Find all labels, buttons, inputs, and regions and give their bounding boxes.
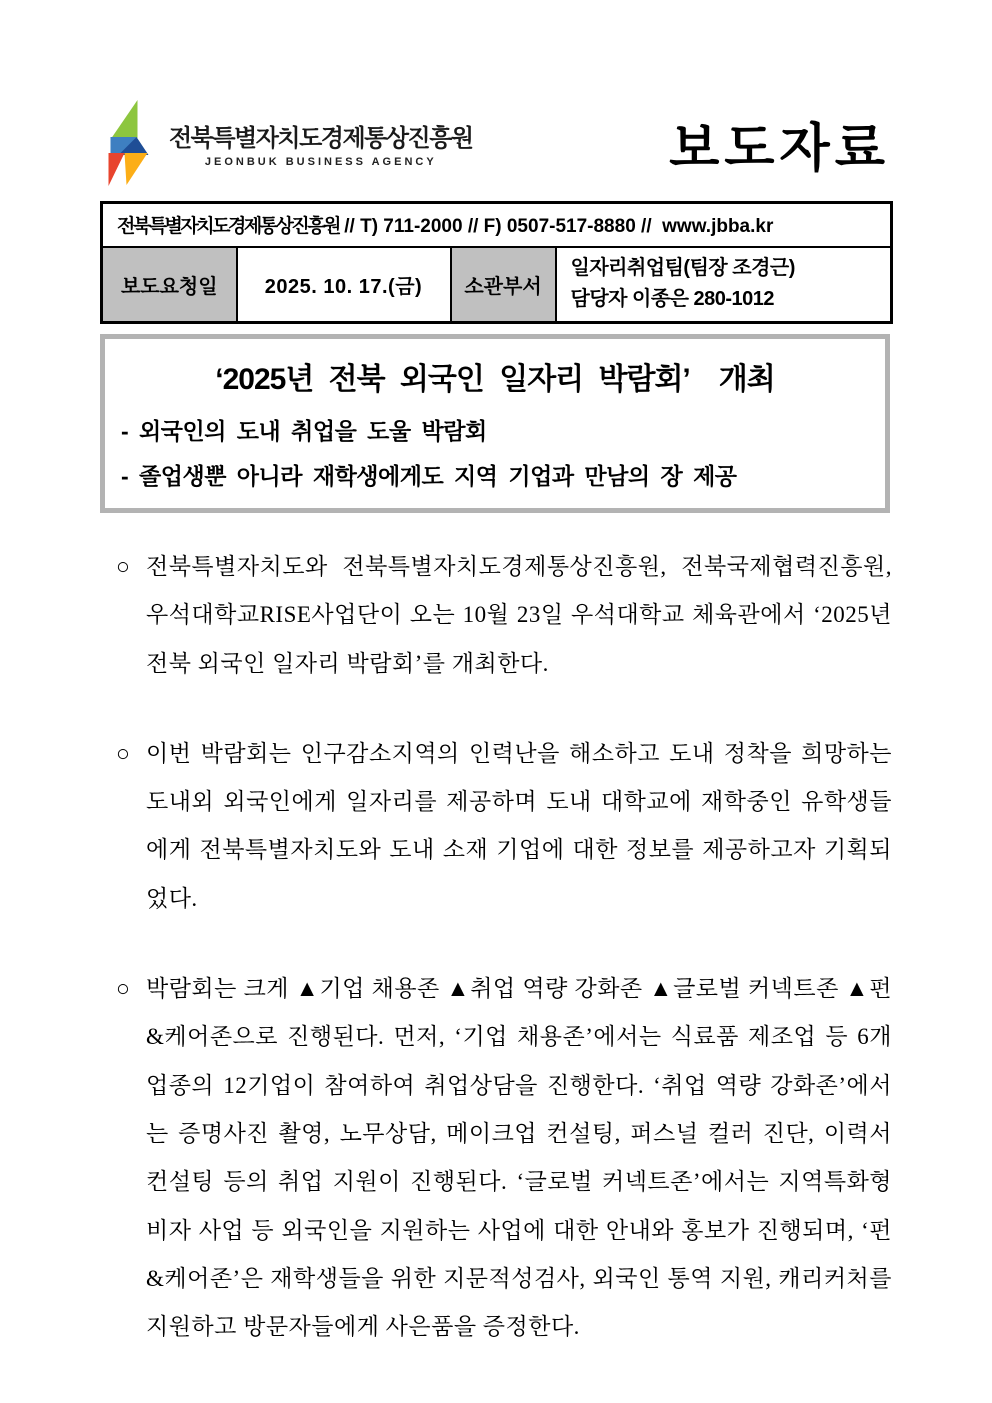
agency-logo-icon — [100, 97, 157, 189]
agency-logo — [100, 97, 473, 189]
department-value — [556, 247, 892, 323]
logo-triangle-red — [109, 153, 125, 186]
paragraph-text: 박람회는 크게 ▲기업 채용존 ▲취업 역량 강화존 ▲글로벌 커넥트존 ▲펀&케어존으로 진행된다. 먼저, ‘기업 채용존’에서는 식료품 제조업 등 6개 업종의 12기업이 참여하여 취업상담을 진행한다. ‘취업 역량 강화존’에서는 증명사진 촬영, 노무상담, 메이크업 컨설팅, 퍼스널 컬러 진단, 이력서 컨설팅 등의 취업 지원이 진행된다. ‘글로벌 커넥트존’에서는 지역특화형 비자 사업 등 외국인을 지원하는 사업에 대한 안내와 홍보가 진행되며, ‘펀&케어존’은 재학생들을 위한 지문적성검사, 외국인 통역 지원, 캐리커처를 지원하고 방문자들에게 사은품을 증정한다. — [146, 976, 892, 1340]
paragraph-text: 이번 박람회는 인구감소지역의 인력난을 해소하고 도내 정착을 희망하는 도내외 외국인에게 일자리를 제공하며 도내 대학교에 재학중인 유학생들에게 전북특별자치도와 도내 소재 기업에 대한 정보를 제공하고자 기획되었다. — [146, 740, 892, 911]
logo-triangle-green — [112, 100, 138, 138]
request-date-label: 보도요청일 — [102, 247, 237, 323]
department-label: 소관부서 — [451, 247, 556, 323]
department-team-line: 일자리취업팀(팀장 조경근) — [570, 257, 795, 280]
bullet-circle: ○ — [116, 976, 131, 1002]
bullet-circle: ○ — [116, 554, 131, 579]
article-body — [100, 543, 892, 1351]
paragraph-text: 전북특별자치도와 전북특별자치도경제통상진흥원, 전북국제협력진흥원, 우석대학교RISE사업단이 오는 10월 23일 우석대학교 체육관에서 ‘2025년 전북 외국인 일자리 박람회’를 개최한다. — [146, 554, 892, 676]
contact-phone-fax-web: // T) 711-2000 // F) 0507-517-8880 // www.jbba.kr — [338, 216, 774, 238]
agency-name-english: JEONBUK BUSINESS AGENCY — [204, 156, 437, 168]
logo-triangle-orange — [125, 153, 148, 185]
headline-title: ‘2025년 전북 외국인 일자리 박람회’ 개최 — [215, 363, 775, 396]
contact-row — [102, 203, 892, 247]
headline-box — [100, 334, 890, 513]
contact-org-name: 전북특별자치도경제통상진흥원 — [117, 216, 339, 238]
request-date-value: 2025. 10. 17.(금) — [237, 247, 451, 323]
department-contact-line: 담당자 이종은 280-1012 — [570, 288, 775, 311]
body-paragraph-2 — [100, 730, 892, 923]
headline-subtitle-1: - 외국인의 도내 취업을 도울 박람회 — [121, 418, 487, 444]
header — [100, 95, 890, 191]
table-row — [102, 247, 892, 323]
agency-name-korean: 전북특별자치도경제통상진흥원 — [169, 125, 473, 152]
document-type-title: 보도자료 — [669, 119, 890, 178]
bullet-circle: ○ — [116, 740, 131, 766]
agency-name-block — [169, 118, 473, 168]
press-info-table — [100, 201, 893, 324]
body-paragraph-3 — [100, 965, 892, 1351]
headline-subtitle-2: - 졸업생뿐 아니라 재학생에게도 지역 기업과 만남의 장 제공 — [121, 463, 737, 489]
body-paragraph-1 — [100, 543, 892, 688]
contact-bar — [102, 203, 892, 247]
